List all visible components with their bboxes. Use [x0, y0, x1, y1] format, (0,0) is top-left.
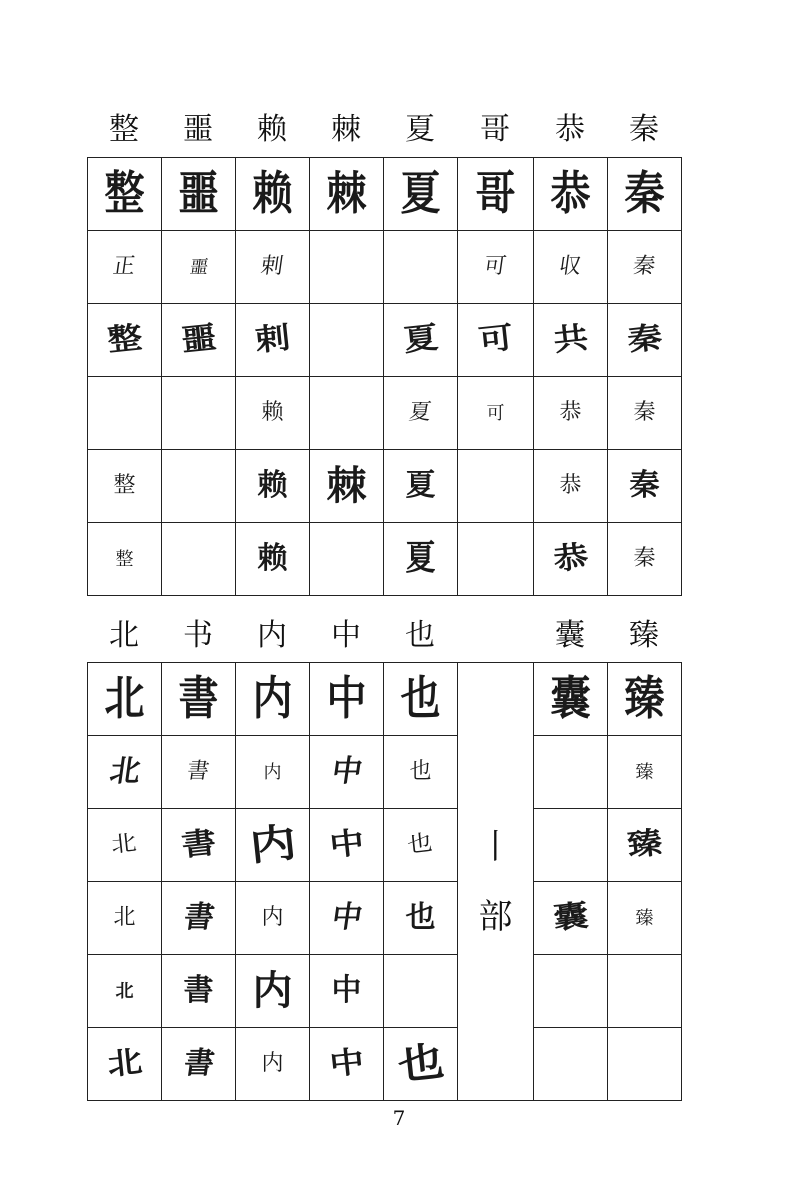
glyph-cell [236, 450, 310, 523]
glyph-cell [162, 809, 236, 882]
seal-glyph: 也 [400, 671, 441, 726]
radical-stroke: 丨 [478, 826, 513, 867]
bamboo-glyph: 噩 [179, 320, 218, 359]
bamboo-glyph: 夏 [401, 320, 440, 359]
glyph-cell [88, 663, 162, 736]
glyph-cell [310, 158, 384, 231]
glyph-cell [310, 377, 384, 450]
glyph-cell [88, 450, 162, 523]
glyph-cell [236, 663, 310, 736]
seal-glyph: 赖 [252, 166, 293, 221]
radical-bu: 部 [478, 896, 513, 937]
table-row [88, 1028, 682, 1101]
clerical-glyph: 書 [181, 900, 217, 935]
glyph-cell [88, 158, 162, 231]
clerical-glyph: 赖 [261, 400, 284, 425]
seal-glyph: 内 [252, 671, 293, 726]
glyph-cell [310, 304, 384, 377]
glyph-cell [162, 736, 236, 809]
glyph-cell [384, 736, 458, 809]
glyph-cell [88, 523, 162, 596]
top-header-8: 秦 [629, 112, 659, 147]
glyph-cell [384, 377, 458, 450]
seal-script-glyph: 北 [115, 980, 134, 1002]
seal-script-glyph: 中 [331, 973, 362, 1008]
glyph-cell [384, 809, 458, 882]
glyph-cell [608, 736, 682, 809]
glyph-cell [458, 523, 534, 596]
glyph-cell [88, 809, 162, 882]
clerical-glyph: 夏 [407, 400, 434, 425]
top-header-7: 恭 [555, 112, 585, 147]
bottom-header-3: 内 [257, 618, 287, 653]
glyph-cell [384, 523, 458, 596]
glyph-cell [310, 955, 384, 1028]
bronze-glyph: 臻 [635, 761, 654, 783]
glyph-cell [608, 955, 682, 1028]
glyph-cell [534, 809, 608, 882]
seal-script-glyph: 内 [252, 967, 293, 1014]
clerical-glyph: 臻 [635, 907, 654, 929]
glyph-cell [534, 231, 608, 304]
glyph-cell [384, 1028, 458, 1101]
seal-glyph: 哥 [475, 166, 516, 221]
bamboo-glyph: 臻 [625, 825, 664, 864]
glyph-cell [608, 304, 682, 377]
bronze-glyph: 収 [557, 254, 584, 279]
seal-stamp-glyph: 内 [261, 1051, 284, 1076]
table-row [88, 809, 682, 882]
seal-glyph: 棘 [326, 166, 367, 221]
seal-script-glyph: 秦 [629, 468, 660, 503]
glyph-cell [458, 231, 534, 304]
bronze-glyph: 噩 [188, 256, 210, 278]
seal-stamp-glyph: 秦 [633, 546, 656, 571]
glyph-cell [162, 231, 236, 304]
clerical-glyph: 囊 [551, 898, 590, 937]
bronze-glyph: 秦 [631, 254, 658, 279]
table-row [88, 304, 682, 377]
clerical-glyph: 也 [405, 900, 436, 935]
bronze-glyph: 也 [409, 759, 432, 784]
seal-glyph: 囊 [550, 671, 591, 726]
clerical-glyph: 内 [261, 905, 284, 930]
bronze-glyph: 書 [185, 759, 212, 784]
glyph-cell [310, 231, 384, 304]
glyph-cell [88, 882, 162, 955]
bamboo-glyph: 也 [406, 830, 435, 859]
glyph-cell [162, 1028, 236, 1101]
glyph-cell [236, 377, 310, 450]
glyph-cell [88, 231, 162, 304]
glyph-cell [310, 523, 384, 596]
glyph-cell [310, 809, 384, 882]
top-header-1: 整 [109, 112, 139, 147]
seal-stamp-glyph: 北 [105, 1044, 144, 1083]
bamboo-glyph: 可 [476, 320, 515, 359]
glyph-cell [236, 304, 310, 377]
table-row [88, 377, 682, 450]
seal-stamp-glyph: 赖 [257, 541, 288, 576]
glyph-cell [534, 882, 608, 955]
glyph-cell [534, 304, 608, 377]
bamboo-glyph: 中 [327, 825, 366, 864]
glyph-cell [88, 955, 162, 1028]
glyph-cell [608, 663, 682, 736]
glyph-cell [608, 450, 682, 523]
seal-script-glyph: 赖 [257, 468, 288, 503]
bottom-header-6 [457, 614, 533, 658]
table-row [88, 158, 682, 231]
glyph-cell [310, 663, 384, 736]
seal-stamp-glyph: 夏 [405, 538, 436, 579]
clerical-glyph: 北 [113, 905, 136, 930]
glyph-cell [88, 304, 162, 377]
seal-glyph: 臻 [624, 671, 665, 726]
glyph-cell [534, 377, 608, 450]
glyph-cell [236, 523, 310, 596]
glyph-cell [534, 663, 608, 736]
seal-glyph: 恭 [550, 166, 591, 221]
bottom-header-8: 臻 [629, 618, 659, 653]
glyph-cell [608, 809, 682, 882]
glyph-cell [88, 377, 162, 450]
glyph-cell [162, 304, 236, 377]
glyph-cell [310, 450, 384, 523]
seal-script-glyph: 整 [113, 473, 136, 498]
glyph-cell [608, 523, 682, 596]
seal-stamp-glyph: 中 [327, 1044, 366, 1083]
glyph-cell [384, 158, 458, 231]
glyph-cell [384, 231, 458, 304]
seal-glyph: 書 [178, 671, 219, 726]
seal-script-glyph: 棘 [326, 462, 367, 509]
glyph-cell [162, 450, 236, 523]
glyph-cell [162, 523, 236, 596]
glyph-cell [310, 1028, 384, 1101]
glyph-cell [384, 450, 458, 523]
bamboo-glyph: 剌 [253, 320, 292, 359]
bottom-header-4: 中 [331, 618, 361, 653]
seal-stamp-glyph: 恭 [551, 539, 590, 578]
glyph-cell [534, 736, 608, 809]
bamboo-glyph: 書 [179, 825, 218, 864]
seal-script-glyph: 書 [183, 973, 214, 1008]
bronze-glyph: 内 [263, 761, 282, 783]
bamboo-glyph: 内 [247, 818, 298, 871]
glyph-cell [458, 304, 534, 377]
bottom-header-5: 也 [405, 618, 435, 653]
bottom-glyph-table [87, 662, 682, 1101]
radical-label-cell [458, 663, 534, 1101]
glyph-cell [384, 663, 458, 736]
glyph-cell [458, 158, 534, 231]
seal-stamp-glyph: 也 [395, 1037, 446, 1090]
glyph-cell [534, 955, 608, 1028]
bamboo-glyph: 北 [110, 830, 139, 859]
seal-glyph: 噩 [178, 166, 219, 221]
seal-glyph: 中 [326, 671, 367, 726]
table-row [88, 736, 682, 809]
table-row [88, 663, 682, 736]
top-header-2: 噩 [183, 112, 213, 147]
seal-glyph: 整 [104, 166, 145, 221]
glyph-cell [608, 158, 682, 231]
bamboo-glyph: 共 [551, 320, 590, 359]
table-row [88, 882, 682, 955]
glyph-cell [236, 1028, 310, 1101]
glyph-cell [236, 158, 310, 231]
glyph-cell [458, 377, 534, 450]
glyph-cell [534, 523, 608, 596]
glyph-cell [236, 882, 310, 955]
glyph-cell [534, 1028, 608, 1101]
glyph-cell [162, 377, 236, 450]
glyph-cell [458, 450, 534, 523]
bronze-glyph: 中 [329, 754, 365, 789]
page-number: 7 [392, 1106, 406, 1130]
glyph-cell [608, 231, 682, 304]
glyph-cell [236, 955, 310, 1028]
clerical-glyph: 可 [486, 402, 505, 424]
glyph-cell [310, 736, 384, 809]
bamboo-glyph: 秦 [625, 320, 664, 359]
bottom-header-1: 北 [109, 618, 139, 653]
table-row [88, 231, 682, 304]
glyph-cell [162, 663, 236, 736]
glyph-cell [608, 1028, 682, 1101]
seal-script-glyph: 夏 [405, 468, 436, 503]
glyph-cell [88, 736, 162, 809]
bottom-header-7: 囊 [555, 618, 585, 653]
top-header-4: 棘 [331, 112, 361, 147]
seal-glyph: 秦 [624, 166, 665, 221]
bronze-glyph: 北 [107, 754, 143, 789]
top-header-5: 夏 [405, 112, 435, 147]
glyph-cell [236, 231, 310, 304]
bottom-header-2: 书 [183, 618, 213, 653]
top-header-3: 赖 [257, 112, 287, 147]
glyph-cell [608, 882, 682, 955]
glyph-cell [162, 882, 236, 955]
glyph-cell [608, 377, 682, 450]
glyph-cell [162, 955, 236, 1028]
glyph-cell [236, 736, 310, 809]
glyph-cell [384, 955, 458, 1028]
seal-glyph: 北 [104, 671, 145, 726]
glyph-cell [384, 882, 458, 955]
glyph-cell [384, 304, 458, 377]
seal-glyph: 夏 [400, 166, 441, 221]
table-row [88, 955, 682, 1028]
table-row [88, 523, 682, 596]
glyph-cell [88, 1028, 162, 1101]
glyph-cell [534, 450, 608, 523]
seal-stamp-glyph: 書 [181, 1046, 217, 1081]
seal-stamp-glyph: 整 [115, 548, 134, 570]
seal-script-glyph: 恭 [559, 473, 582, 498]
bronze-glyph: 剌 [259, 254, 286, 279]
clerical-glyph: 中 [329, 900, 365, 935]
top-header-6: 哥 [480, 112, 510, 147]
bronze-glyph: 正 [111, 254, 138, 279]
glyph-cell [236, 809, 310, 882]
top-glyph-table [87, 157, 682, 596]
glyph-cell [162, 158, 236, 231]
clerical-glyph: 恭 [559, 400, 582, 425]
clerical-glyph: 秦 [633, 400, 656, 425]
bamboo-glyph: 整 [105, 320, 144, 359]
bronze-glyph: 可 [482, 254, 509, 279]
glyph-cell [310, 882, 384, 955]
glyph-cell [534, 158, 608, 231]
table-row [88, 450, 682, 523]
